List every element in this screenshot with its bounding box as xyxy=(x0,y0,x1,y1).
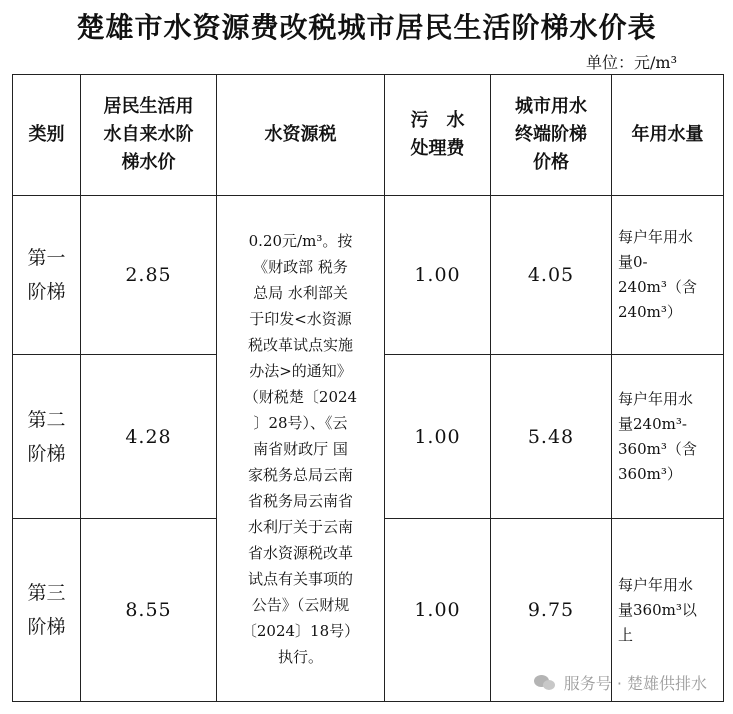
annual-volume: 每户年用水 量0- 240m³（含 240m³） xyxy=(612,196,724,355)
terminal-price: 5.48 xyxy=(491,355,612,519)
tap-water-price: 4.28 xyxy=(81,355,217,519)
resource-tax-line: 家税务总局云南 xyxy=(247,465,353,484)
page-title: 楚雄市水资源费改税城市居民生活阶梯水价表 xyxy=(76,11,657,44)
header-annual-volume: 年用水量 xyxy=(612,75,724,196)
header-terminal-price: 城市用水 终端阶梯 价格 xyxy=(491,75,612,196)
unit-label: 单位：元/m³ xyxy=(586,53,677,72)
watermark-text: 服务号 · 楚雄供排水 xyxy=(563,674,707,693)
resource-tax-line: 〕28号）、《云 xyxy=(253,413,348,432)
header-category: 类别 xyxy=(13,75,81,196)
resource-tax-line: 公告》（云财规 xyxy=(251,595,350,614)
watermark xyxy=(534,671,707,694)
resource-tax-line: 省水资源税改革 xyxy=(247,543,353,562)
resource-tax-line: 于印发<水资源 xyxy=(249,309,352,328)
wechat-icon xyxy=(534,675,556,691)
resource-tax-line: 0.20元/m³。按 xyxy=(248,231,353,250)
resource-tax-line: 执行。 xyxy=(277,647,323,666)
resource-tax-line: 省税务局云南省 xyxy=(247,491,353,510)
water-price-table xyxy=(12,74,724,702)
resource-tax-line: （财税楚〔2024 xyxy=(243,387,358,406)
sewage-fee: 1.00 xyxy=(385,519,491,702)
resource-tax-line: 〔2024〕18号） xyxy=(241,621,360,640)
resource-tax-line: 税改革试点实施 xyxy=(247,335,353,354)
resource-tax-line: 水利厅关于云南 xyxy=(247,517,353,536)
resource-tax-line: 总局 水利部关 xyxy=(253,283,348,302)
row-category: 第二 阶梯 xyxy=(13,355,81,519)
sewage-fee: 1.00 xyxy=(385,196,491,355)
row-category: 第三 阶梯 xyxy=(13,519,81,702)
header-sewage-fee: 污 水 处理费 xyxy=(385,75,491,196)
resource-tax-line: 南省财政厅 国 xyxy=(253,439,348,458)
resource-tax-line: 《财政部 税务 xyxy=(253,257,348,276)
table-row xyxy=(13,196,724,355)
terminal-price: 9.75 xyxy=(491,519,612,702)
annual-volume: 每户年用水 量360m³以 上 xyxy=(612,519,724,702)
resource-tax-line: 试点有关事项的 xyxy=(247,569,353,588)
tap-water-price: 8.55 xyxy=(81,519,217,702)
row-category: 第一 阶梯 xyxy=(13,196,81,355)
header-resource-tax: 水资源税 xyxy=(217,75,385,196)
table-header-row xyxy=(13,75,724,196)
tap-water-price: 2.85 xyxy=(81,196,217,355)
terminal-price: 4.05 xyxy=(491,196,612,355)
sewage-fee: 1.00 xyxy=(385,355,491,519)
resource-tax-line: 办法>的通知》 xyxy=(249,361,352,380)
resource-tax-text xyxy=(217,196,385,702)
annual-volume: 每户年用水 量240m³- 360m³（含 360m³） xyxy=(612,355,724,519)
header-tap-water-price: 居民生活用 水自来水阶 梯水价 xyxy=(81,75,217,196)
